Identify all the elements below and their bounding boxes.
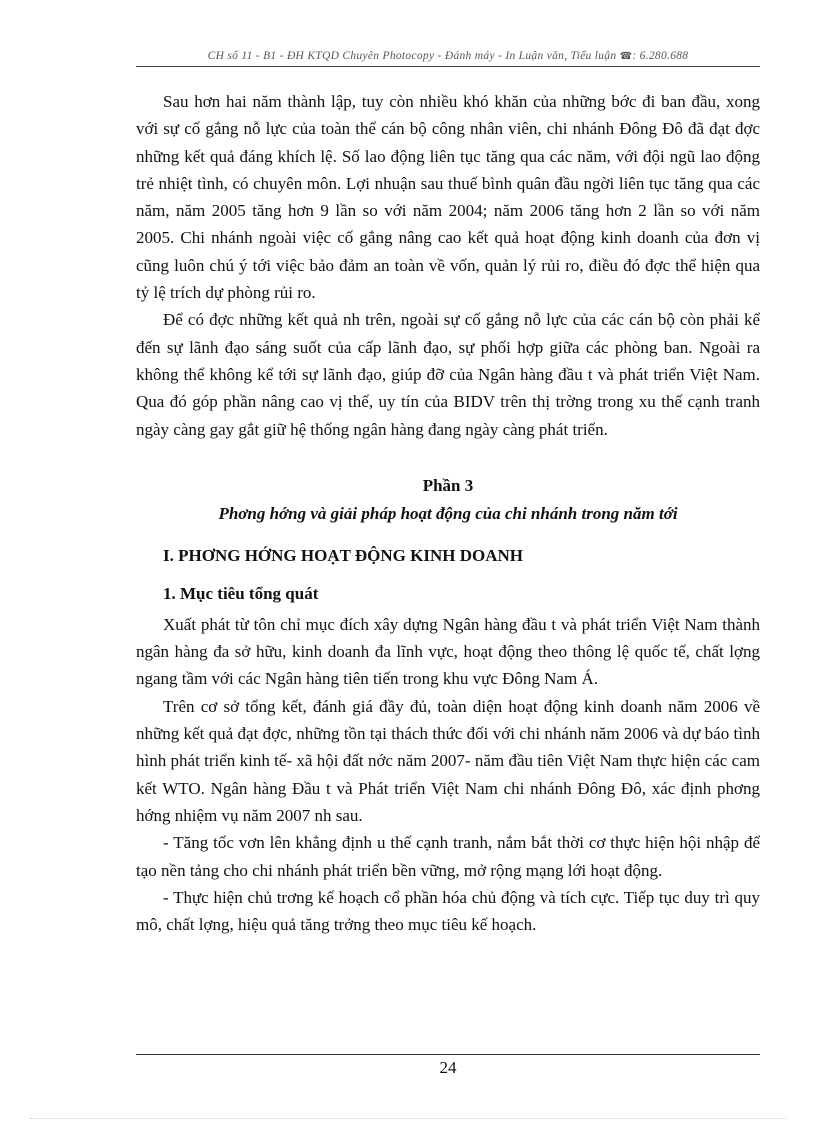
phone-icon: ☎	[619, 51, 633, 62]
paragraph-bullet-1: - Tăng tốc vơn lên khẳng định u thế cạnh tranh, nắm bắt thời cơ thực hiện hội nhập để tạo nền tảng cho chi nhánh phát triển bền vững, mở rộng mạng lới hoạt động.	[136, 833, 760, 880]
paragraph-summary: Sau hơn hai năm thành lập, tuy còn nhiều khó khăn của những bớc đi ban đầu, xong với sự cố gắng nỗ lực của toàn thể cán bộ công nhân viên, chi nhánh Đông Đô đã đạt đợc những kết quả đáng khích lệ. Số lao động liên tục tăng qua các năm, với đội ngũ lao động trẻ nhiệt tình, có chuyên môn. Lợi nhuận sau thuế bình quân đầu ngời liên tục tăng qua các năm, năm 2005 tăng hơn 9 lần so với năm 2004; năm 2006 tăng hơn 2 lần so với năm 2005. Chi nhánh ngoài việc cố gắng nâng cao kết quả hoạt động kinh doanh của đơn vị cũng luôn chú ý tới việc bảo đảm an toàn về vốn, quản lý rủi ro, điều đó đợc thể hiện qua tỷ lệ trích dự phòng rủi ro.	[136, 92, 760, 303]
sub-heading: 1. Mục tiêu tổng quát	[163, 583, 319, 603]
header-text: CH số 11 - B1 - ĐH KTQD Chuyên Photocopy - Đánh máy - In Luận văn, Tiểu luận	[207, 50, 617, 62]
section-heading: I. PHƠNG HỚNG HOẠT ĐỘNG KINH DOANH	[163, 545, 524, 565]
page-body	[136, 88, 760, 938]
page-header	[136, 50, 760, 67]
part-subtitle: Phơng hớng và giải pháp hoạt động của chi nhánh trong năm tới	[218, 503, 678, 523]
footer-divider	[136, 1054, 760, 1055]
paragraph-bullet-2: - Thực hiện chủ trơng kế hoạch cổ phần hóa chủ động và tích cực. Tiếp tục duy trì quy mô, chất lợng, hiệu quả tăng trởng theo mục tiêu kế hoạch.	[136, 887, 760, 935]
paragraph-acknowledgement: Để có đợc những kết quả nh trên, ngoài sự cố gắng nỗ lực của các cán bộ còn phải kể đến sự lãnh đạo sáng suốt của cấp lãnh đạo, sự phối hợp giữa các phòng ban. Ngoài ra không thể không kể tới sự lãnh đạo, giúp đỡ của Ngân hàng đầu t và phát triển Việt Nam. Qua đó góp phần nâng cao vị thế, uy tín của BIDV trên thị trờng trong xu thế cạnh tranh ngày càng gay gắt giữ hệ thống ngân hàng đang ngày càng phát triển.	[136, 310, 760, 439]
paragraph-direction: Trên cơ sở tổng kết, đánh giá đầy đủ, toàn diện hoạt động kinh doanh năm 2006 về những kết quả đạt đợc, những tồn tại thách thức đối với chi nhánh năm 2006 và dự báo tình hình phát triển kinh tế- xã hội đất nớc năm 2007- năm đầu tiên Việt Nam thực hiện các cam kết WTO. Ngân hàng Đầu t và Phát triển Việt Nam chi nhánh Đông Đô, xác định phơng hớng nhiệm vụ năm 2007 nh sau.	[136, 696, 760, 825]
part-title: Phần 3	[422, 475, 474, 495]
paragraph-goal: Xuất phát từ tôn chỉ mục đích xây dựng Ngân hàng đầu t và phát triển Việt Nam thành ngân hàng đa sở hữu, kinh doanh đa lĩnh vực, hoạt động theo thông lệ quốc tế, chất lợng ngang tầm với các Ngân hàng tiên tiến trong khu vực Đông Nam Á.	[136, 614, 760, 689]
page-number: 24	[439, 1058, 457, 1077]
header-phone: : 6.280.688	[632, 50, 689, 62]
bottom-dotted-border	[30, 1118, 786, 1119]
